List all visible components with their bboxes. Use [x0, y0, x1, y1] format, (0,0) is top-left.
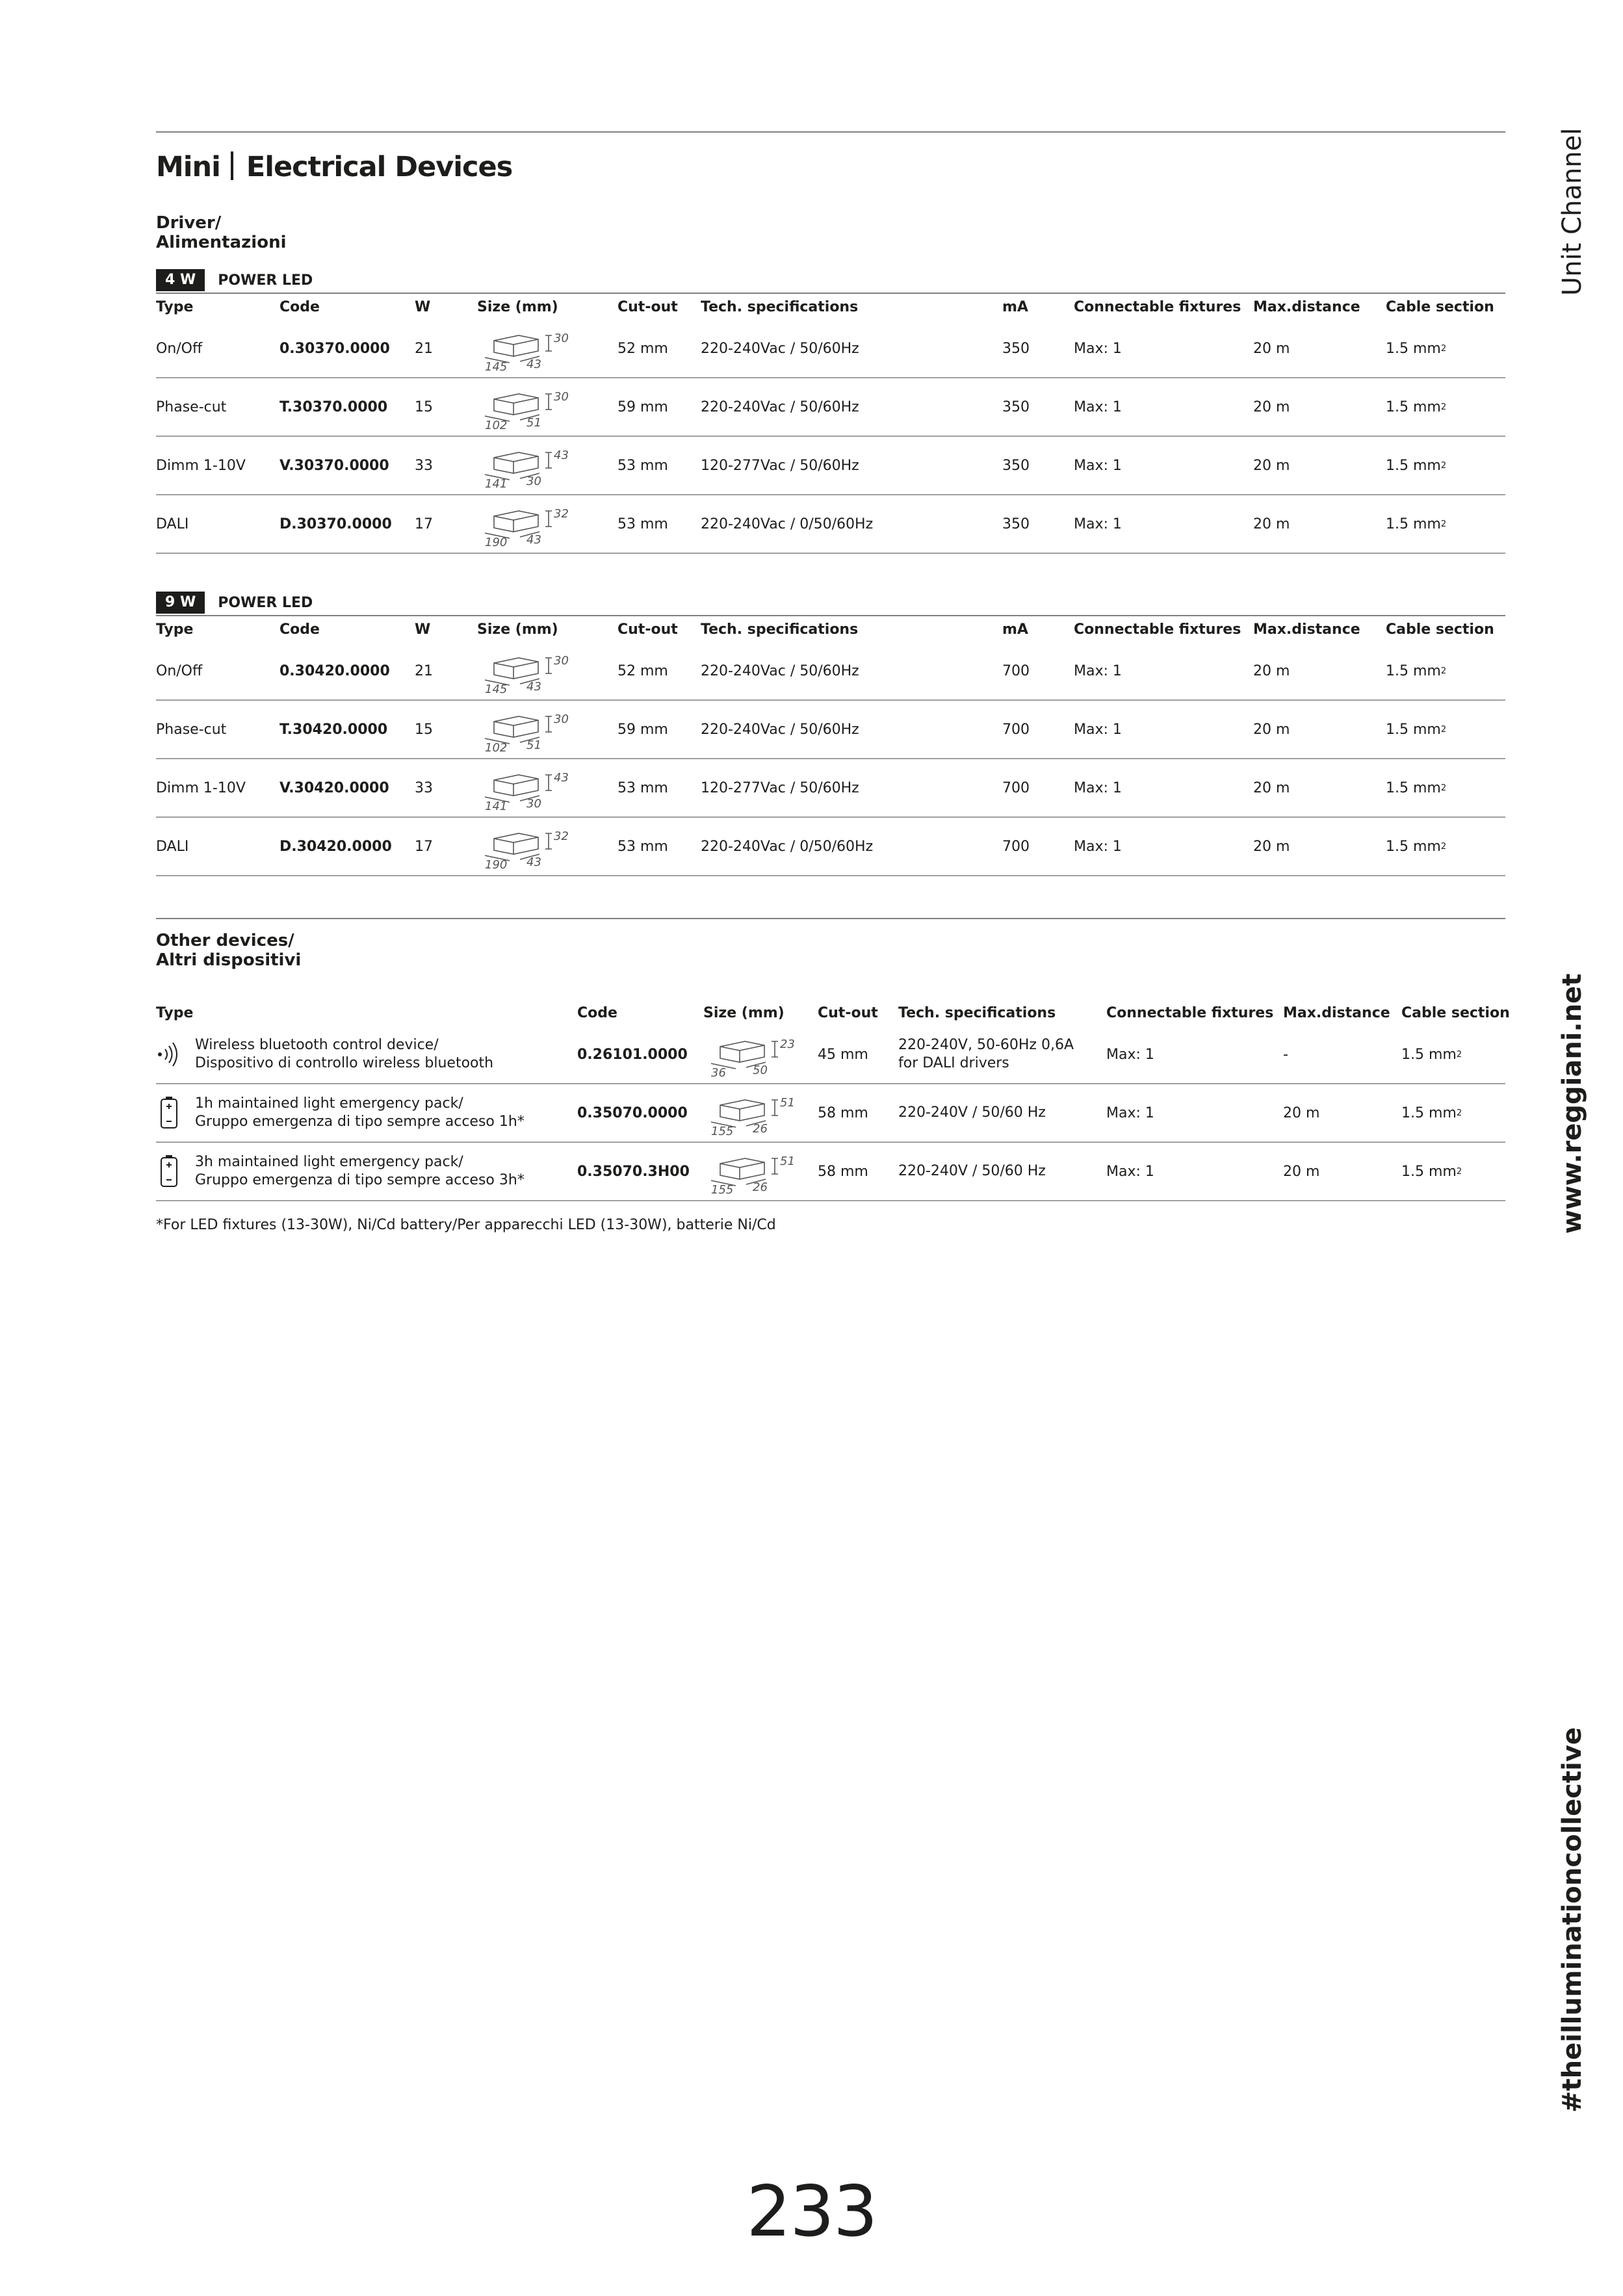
side-label-website: www.reggiani.net [1557, 973, 1587, 1234]
size-diagram-icon [481, 707, 578, 753]
size-diagram-icon [707, 1032, 805, 1078]
cell-type: DALI [156, 838, 189, 855]
cell-cutout: 53 mm [617, 457, 668, 474]
cell-code: 0.35070.3H00 [577, 1163, 690, 1180]
other-column-header-fixtures: Connectable fixtures [1106, 1004, 1274, 1021]
cable-value: 1.5 mm [1386, 838, 1441, 855]
cell-code: V.30370.0000 [279, 457, 389, 474]
cell-cutout: 53 mm [617, 515, 668, 532]
column-header-w: W [415, 298, 431, 315]
cell-tech [898, 1026, 1074, 1083]
tech-line-1: 220-240V, 50-60Hz 0,6A [898, 1037, 1074, 1053]
cell-cutout: 58 mm [818, 1163, 868, 1180]
driver-heading [156, 213, 286, 252]
cell-distance: 20 m [1253, 662, 1290, 679]
cell-watt: 15 [415, 398, 433, 415]
cable-unit-exponent: 2 [1440, 402, 1447, 412]
type-line-it: Dispositivo di controllo wireless bluetooth [195, 1055, 494, 1071]
tech-line-1: 220-240V / 50/60 Hz [898, 1104, 1046, 1121]
column-header-cutout: Cut-out [617, 621, 678, 638]
column-header-type: Type [156, 621, 194, 638]
cell-tech: 220-240Vac / 50/60Hz [701, 340, 859, 357]
size-diagram-icon [481, 824, 578, 870]
size-length: 145 [485, 360, 508, 372]
power-label: POWER LED [218, 594, 313, 611]
other-devices-rule [156, 918, 1505, 919]
cell-fixtures: Max: 1 [1074, 457, 1122, 474]
cell-tech: 220-240Vac / 0/50/60Hz [701, 515, 874, 532]
cell-cutout: 52 mm [617, 662, 668, 679]
size-width: 50 [753, 1063, 768, 1077]
tech-text [898, 1162, 1046, 1181]
size-length: 36 [711, 1066, 726, 1078]
cell-distance: 20 m [1283, 1104, 1320, 1121]
cell-type: On/Off [156, 662, 203, 679]
battery-icon [156, 1154, 182, 1189]
size-length: 145 [485, 683, 508, 694]
cell-cable [1401, 1084, 1462, 1141]
cell-watt: 21 [415, 662, 433, 679]
cell-code: 0.30420.0000 [279, 662, 390, 679]
footnote: *For LED fixtures (13-30W), Ni/Cd battery/Per apparecchi LED (13-30W), batterie Ni/Cd [156, 1217, 776, 1233]
cell-code: T.30370.0000 [279, 398, 388, 415]
size-height: 30 [554, 332, 569, 345]
cell-cutout: 45 mm [818, 1046, 868, 1063]
cell-fixtures: Max: 1 [1074, 515, 1122, 532]
column-header-cable: Cable section [1386, 621, 1494, 638]
cell-code: D.30420.0000 [279, 838, 392, 855]
size-length: 102 [485, 419, 508, 430]
type-description [195, 1036, 493, 1073]
cell-ma: 350 [1002, 457, 1030, 474]
cell-fixtures: Max: 1 [1106, 1163, 1154, 1180]
table-header [156, 294, 1505, 320]
title-sub: Electrical Devices [246, 151, 513, 183]
cell-watt: 33 [415, 457, 433, 474]
cell-tech: 220-240Vac / 50/60Hz [701, 398, 859, 415]
cable-value: 1.5 mm [1401, 1163, 1457, 1180]
cell-cutout: 52 mm [617, 340, 668, 357]
cell-cable [1386, 642, 1446, 699]
driver-heading-line2: Alimentazioni [156, 233, 287, 252]
cable-unit-exponent: 2 [1440, 343, 1447, 354]
column-header-size: Size (mm) [477, 298, 558, 315]
driver-heading-line1: Driver/ [156, 213, 222, 233]
tech-text [898, 1104, 1046, 1122]
type-line-it: Gruppo emergenza di tipo sempre acceso 3h* [195, 1172, 525, 1188]
size-width: 43 [526, 680, 541, 694]
cable-value: 1.5 mm [1386, 779, 1441, 796]
size-width: 43 [526, 533, 541, 547]
cell-ma: 700 [1002, 721, 1030, 738]
size-width: 51 [526, 738, 541, 752]
column-header-distance: Max.distance [1253, 298, 1360, 315]
cell-cable [1386, 437, 1446, 494]
cell-type: On/Off [156, 340, 203, 357]
column-header-w: W [415, 621, 431, 638]
cable-unit-exponent: 2 [1456, 1049, 1462, 1060]
table-row [156, 495, 1505, 554]
cell-fixtures: Max: 1 [1074, 662, 1122, 679]
size-height: 30 [554, 654, 569, 668]
cell-fixtures: Max: 1 [1074, 779, 1122, 796]
cell-cutout: 59 mm [617, 721, 668, 738]
other-devices-heading [156, 931, 301, 970]
size-height: 51 [780, 1155, 795, 1168]
column-header-fixtures: Connectable fixtures [1074, 298, 1241, 315]
size-diagram-icon [481, 649, 578, 694]
top-rule [156, 131, 1505, 133]
cell-distance: 20 m [1253, 340, 1290, 357]
size-height: 30 [554, 390, 569, 404]
cable-unit-exponent: 2 [1440, 724, 1447, 735]
type-line-en: 1h maintained light emergency pack/ [195, 1095, 463, 1112]
other-heading-line1: Other devices/ [156, 931, 294, 950]
table-header [156, 616, 1505, 642]
cable-value: 1.5 mm [1386, 340, 1441, 357]
column-header-cutout: Cut-out [617, 298, 678, 315]
cell-ma: 350 [1002, 515, 1030, 532]
cell-cutout: 53 mm [617, 838, 668, 855]
cell-watt: 17 [415, 838, 433, 855]
size-width: 51 [526, 416, 541, 430]
cell-type: Phase-cut [156, 721, 227, 738]
cable-unit-exponent: 2 [1440, 519, 1447, 529]
other-column-header-cable: Cable section [1401, 1004, 1510, 1021]
column-header-type: Type [156, 298, 194, 315]
size-width: 26 [753, 1122, 768, 1136]
other-column-header-tech: Tech. specifications [898, 1004, 1056, 1021]
page-title [156, 151, 512, 183]
cell-distance: 20 m [1253, 838, 1290, 855]
page-number: 233 [746, 2171, 877, 2252]
other-column-header-distance: Max.distance [1283, 1004, 1390, 1021]
battery-icon [156, 1095, 182, 1130]
cell-cable [1386, 818, 1446, 875]
cell-cutout: 59 mm [617, 398, 668, 415]
cell-cutout: 53 mm [617, 779, 668, 796]
cell-type [156, 1026, 493, 1083]
size-length: 141 [485, 477, 508, 489]
cell-cable [1401, 1143, 1462, 1200]
column-header-distance: Max.distance [1253, 621, 1360, 638]
size-width: 43 [526, 855, 541, 869]
type-description [195, 1095, 525, 1131]
size-diagram-icon [707, 1149, 805, 1195]
other-table-row [156, 1026, 1505, 1084]
size-height: 32 [554, 507, 569, 521]
column-header-size: Size (mm) [477, 621, 558, 638]
cell-distance: 20 m [1253, 515, 1290, 532]
cell-type: DALI [156, 515, 189, 532]
cable-value: 1.5 mm [1401, 1046, 1457, 1063]
size-width: 30 [526, 797, 541, 811]
other-column-header-type: Type [156, 1004, 194, 1021]
cell-fixtures: Max: 1 [1074, 838, 1122, 855]
column-header-tech: Tech. specifications [701, 621, 859, 638]
tech-line-1: 220-240V / 50/60 Hz [898, 1163, 1046, 1179]
size-length: 155 [711, 1125, 734, 1136]
cell-watt: 17 [415, 515, 433, 532]
power-tag [156, 269, 313, 291]
cable-value: 1.5 mm [1386, 662, 1441, 679]
side-label-hashtag: #theilluminationcollective [1557, 1727, 1587, 2113]
cell-distance: 20 m [1253, 779, 1290, 796]
size-length: 141 [485, 800, 508, 811]
title-separator [231, 151, 233, 180]
other-column-header-cutout: Cut-out [818, 1004, 878, 1021]
cell-type: Dimm 1-10V [156, 779, 246, 796]
size-height: 51 [780, 1096, 795, 1110]
cell-tech: 220-240Vac / 50/60Hz [701, 721, 859, 738]
table-row [156, 818, 1505, 876]
cell-distance: 20 m [1253, 457, 1290, 474]
size-diagram-icon [481, 766, 578, 811]
cell-cable [1386, 378, 1446, 436]
cell-fixtures: Max: 1 [1106, 1104, 1154, 1121]
cell-cable [1386, 320, 1446, 377]
cell-code: 0.30370.0000 [279, 340, 390, 357]
type-description [195, 1153, 525, 1190]
cell-cable [1386, 701, 1446, 758]
cable-value: 1.5 mm [1386, 457, 1441, 474]
cell-watt: 21 [415, 340, 433, 357]
size-width: 30 [526, 475, 541, 488]
other-table-row [156, 1143, 1505, 1201]
cable-value: 1.5 mm [1386, 721, 1441, 738]
size-diagram-icon [481, 502, 578, 547]
cell-fixtures: Max: 1 [1074, 721, 1122, 738]
power-label: POWER LED [218, 272, 313, 289]
column-header-cable: Cable section [1386, 298, 1494, 315]
cable-unit-exponent: 2 [1440, 841, 1447, 852]
cable-value: 1.5 mm [1386, 515, 1441, 532]
cell-code: 0.35070.0000 [577, 1104, 688, 1121]
size-diagram-icon [707, 1091, 805, 1136]
type-line-it: Gruppo emergenza di tipo sempre acceso 1h* [195, 1114, 525, 1130]
size-height: 43 [554, 449, 569, 462]
table-row [156, 759, 1505, 818]
cell-distance: 20 m [1253, 398, 1290, 415]
cell-fixtures: Max: 1 [1074, 340, 1122, 357]
cell-tech: 220-240Vac / 0/50/60Hz [701, 838, 874, 855]
cell-code: V.30420.0000 [279, 779, 389, 796]
cell-code: 0.26101.0000 [577, 1046, 688, 1063]
cell-cable [1386, 759, 1446, 816]
power-tag [156, 592, 313, 614]
cable-unit-exponent: 2 [1440, 666, 1447, 676]
wattage-badge: 9 W [156, 592, 205, 614]
size-height: 32 [554, 829, 569, 843]
cell-ma: 350 [1002, 340, 1030, 357]
type-line-en: Wireless bluetooth control device/ [195, 1037, 439, 1053]
cable-value: 1.5 mm [1386, 398, 1441, 415]
cell-fixtures: Max: 1 [1106, 1046, 1154, 1063]
cell-watt: 15 [415, 721, 433, 738]
size-diagram-icon [481, 443, 578, 489]
size-length: 190 [485, 858, 508, 870]
column-header-tech: Tech. specifications [701, 298, 859, 315]
cell-code: D.30370.0000 [279, 515, 392, 532]
cell-tech: 120-277Vac / 50/60Hz [701, 779, 859, 796]
column-header-ma: mA [1002, 298, 1028, 315]
cell-type [156, 1084, 525, 1141]
size-diagram-icon [481, 326, 578, 372]
cell-tech [898, 1084, 1046, 1141]
size-height: 23 [780, 1037, 795, 1051]
column-header-ma: mA [1002, 621, 1028, 638]
wattage-badge: 4 W [156, 269, 205, 291]
size-length: 102 [485, 741, 508, 753]
other-column-header-code: Code [577, 1004, 617, 1021]
size-width: 43 [526, 358, 541, 371]
other-heading-line2: Altri dispositivi [156, 950, 302, 970]
cell-cutout: 58 mm [818, 1104, 868, 1121]
cable-unit-exponent: 2 [1440, 783, 1447, 793]
cell-tech [898, 1143, 1046, 1200]
table-row [156, 320, 1505, 378]
other-table-row [156, 1084, 1505, 1143]
cell-tech: 120-277Vac / 50/60Hz [701, 457, 859, 474]
cell-ma: 350 [1002, 398, 1030, 415]
cell-type: Dimm 1-10V [156, 457, 246, 474]
cell-distance: - [1283, 1046, 1288, 1063]
column-header-code: Code [279, 621, 320, 638]
cell-ma: 700 [1002, 779, 1030, 796]
column-header-code: Code [279, 298, 320, 315]
column-header-fixtures: Connectable fixtures [1074, 621, 1241, 638]
size-diagram-icon [481, 385, 578, 430]
table-row [156, 701, 1505, 759]
cable-unit-exponent: 2 [1456, 1166, 1462, 1177]
cell-type [156, 1143, 525, 1200]
wireless-bluetooth-icon [156, 1037, 182, 1072]
table-row [156, 437, 1505, 495]
cable-unit-exponent: 2 [1456, 1108, 1462, 1118]
cell-fixtures: Max: 1 [1074, 398, 1122, 415]
table-row [156, 642, 1505, 701]
cell-distance: 20 m [1253, 721, 1290, 738]
size-height: 43 [554, 771, 569, 785]
side-label-product: Unit Channel [1557, 127, 1587, 296]
other-column-header-size: Size (mm) [703, 1004, 785, 1021]
cell-watt: 33 [415, 779, 433, 796]
cell-distance: 20 m [1283, 1163, 1320, 1180]
cell-cable [1386, 495, 1446, 553]
tech-line-2: for DALI drivers [898, 1055, 1009, 1071]
type-line-en: 3h maintained light emergency pack/ [195, 1154, 463, 1170]
other-table-header [156, 1000, 1510, 1026]
size-length: 155 [711, 1183, 734, 1195]
cell-ma: 700 [1002, 662, 1030, 679]
table-row [156, 378, 1505, 437]
cable-value: 1.5 mm [1401, 1104, 1457, 1121]
cell-type: Phase-cut [156, 398, 227, 415]
cable-unit-exponent: 2 [1440, 460, 1447, 471]
cell-ma: 700 [1002, 838, 1030, 855]
cell-code: T.30420.0000 [279, 721, 388, 738]
cell-tech: 220-240Vac / 50/60Hz [701, 662, 859, 679]
cell-cable [1401, 1026, 1462, 1083]
size-height: 30 [554, 712, 569, 726]
title-main: Mini [156, 151, 220, 183]
size-length: 190 [485, 536, 508, 547]
size-width: 26 [753, 1181, 768, 1194]
tech-text [898, 1036, 1074, 1073]
